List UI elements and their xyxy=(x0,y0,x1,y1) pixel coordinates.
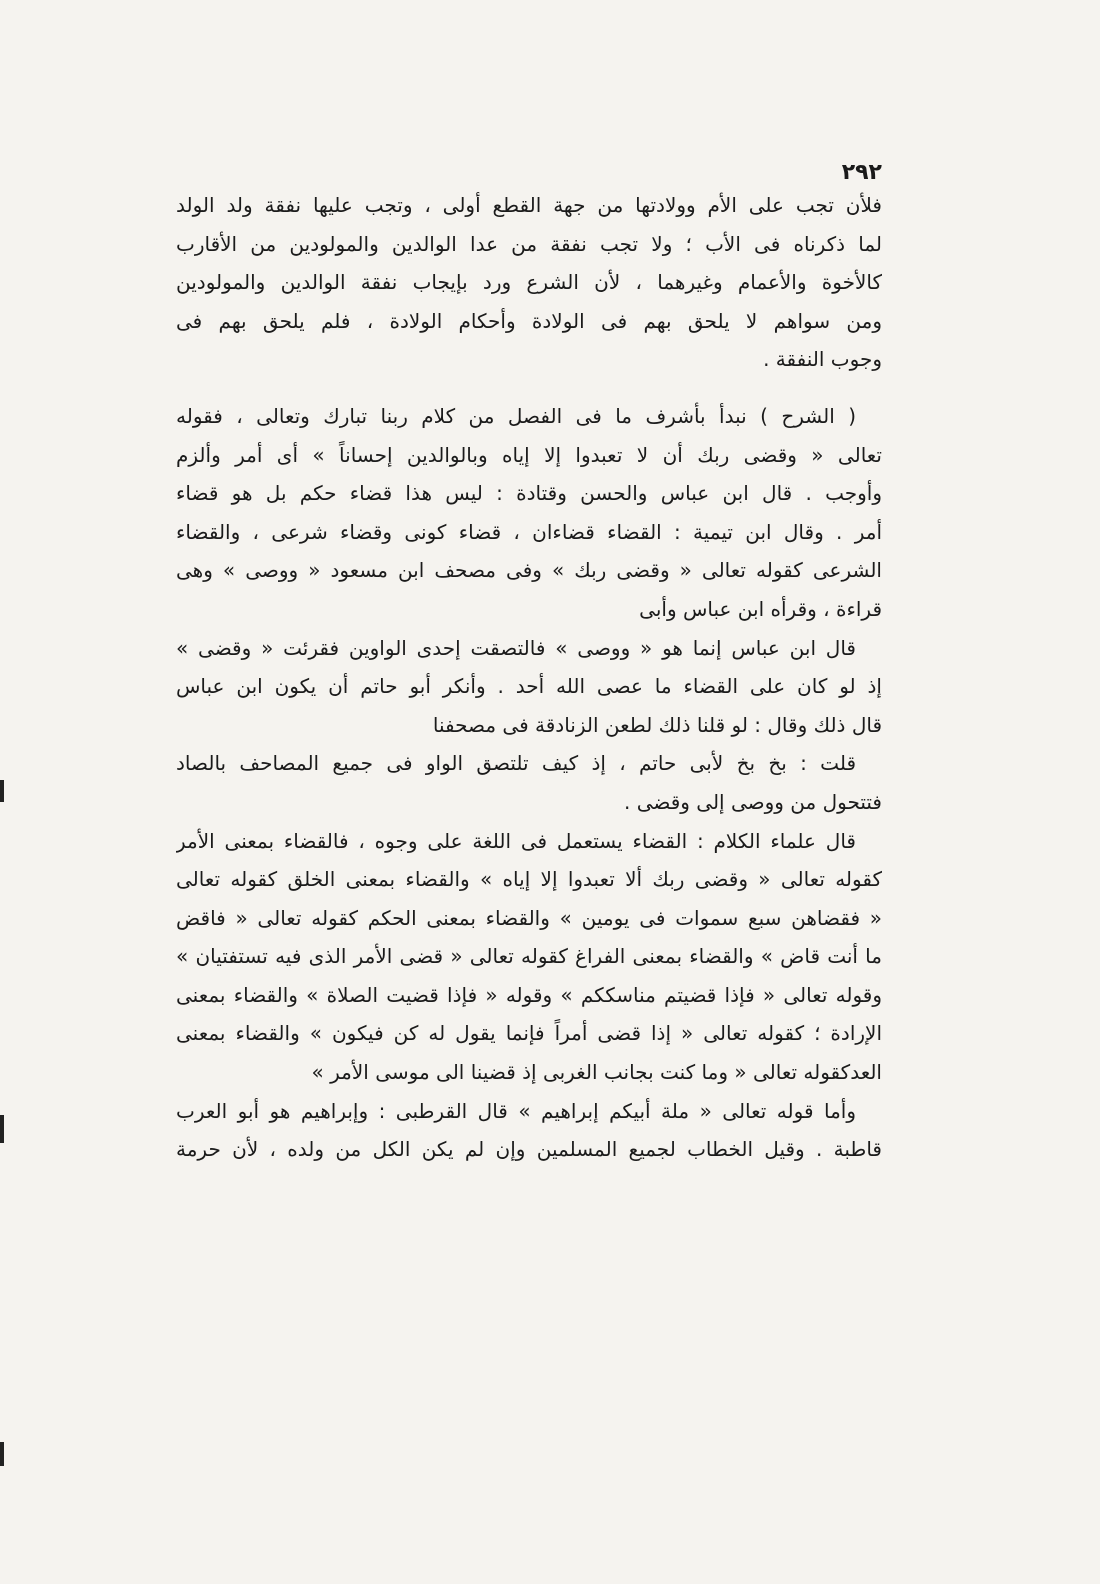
text-line: تعالى « وقضى ربك أن لا تعبدوا إلا إياه وبالوالدين إحساناً » أى أمر وألزم xyxy=(176,442,882,467)
text-line: قال ذلك وقال : لو قلنا ذلك لطعن الزنادقة فى مصحفنا xyxy=(432,712,882,737)
text-line: لما ذكرناه فى الأب ؛ ولا تجب نفقة من عدا الوالدين والمولودين من الأقارب xyxy=(176,231,882,256)
text-line: ما أنت قاض » والقضاء بمعنى الفراغ كقوله تعالى « قضى الأمر الذى فيه تستفتيان » xyxy=(176,944,882,969)
text-line: كالأخوة والأعمام وغيرهما ، لأن الشرع ورد بإيجاب نفقة الوالدين والمولودين xyxy=(176,270,882,295)
text-line: وأوجب . قال ابن عباس والحسن وقتادة : ليس هذا قضاء حكم بل هو قضاء xyxy=(176,481,882,506)
text-line: « فقضاهن سبع سموات فى يومين » والقضاء بمعنى الحكم كقوله تعالى « فاقض xyxy=(176,905,882,930)
text-line: قال ابن عباس إنما هو « ووصى » فالتصقت إحدى الواوين فقرئت « وقضى » xyxy=(176,635,856,660)
text-line: فلأن تجب على الأم وولادتها من جهة القطع أولى ، وتجب عليها نفقة ولد الولد xyxy=(176,193,882,217)
text-line: وأما قوله تعالى « ملة أبيكم إبراهيم » قال القرطبى : وإبراهيم هو أبو العرب xyxy=(176,1098,856,1123)
page-number: ٢٩٢ xyxy=(841,160,882,185)
text-line: الشرعى كقوله تعالى « وقضى ربك » وفى مصحف ابن مسعود « ووصى » وهى xyxy=(176,558,882,583)
text-line: ( الشرح ) نبدأ بأشرف ما فى الفصل من كلام ربنا تبارك وتعالى ، فقوله xyxy=(176,403,856,428)
scan-edge-mark xyxy=(0,1442,4,1466)
text-line: قراءة ، وقرأه ابن عباس وأبى xyxy=(639,596,882,621)
scan-edge-mark xyxy=(0,1115,4,1143)
text-line: قال علماء الكلام : القضاء يستعمل فى اللغة على وجوه ، فالقضاء بمعنى الأمر xyxy=(176,828,856,853)
text-line: العدكقوله تعالى « وما كنت بجانب الغربى إذ قضينا الى موسى الأمر » xyxy=(311,1060,882,1085)
body-text xyxy=(176,186,882,1169)
text-line: الإرادة ؛ كقوله تعالى « إذا قضى أمراً فإنما يقول له كن فيكون » والقضاء بمعنى xyxy=(176,1021,882,1046)
text-line: إذ لو كان على القضاء ما عصى الله أحد . وأنكر أبو حاتم أن يكون ابن عباس xyxy=(176,674,882,699)
text-line: فتتحول من ووصى إلى وقضى . xyxy=(623,789,882,814)
text-line: قاطبة . وقيل الخطاب لجميع المسلمين وإن لم يكن الكل من ولده ، لأن حرمة xyxy=(176,1137,882,1162)
text-line: وقوله تعالى « فإذا قضيتم مناسككم » وقوله « فإذا قضيت الصلاة » والقضاء بمعنى xyxy=(176,982,882,1007)
text-line: أمر . وقال ابن تيمية : القضاء قضاءان ، قضاء كونى وقضاء شرعى ، والقضاء xyxy=(176,519,882,544)
text-line: قلت : بخ بخ لأبى حاتم ، إذ كيف تلتصق الواو فى جميع المصاحف بالصاد xyxy=(176,751,856,776)
scan-edge-mark xyxy=(0,780,4,802)
text-line: وجوب النفقة . xyxy=(763,347,882,372)
text-line: ومن سواهم لا يلحق بهم فى الولادة وأحكام الولادة ، فلم يلحق بهم فى xyxy=(176,308,882,333)
text-line: كقوله تعالى « وقضى ربك ألا تعبدوا إلا إياه » والقضاء بمعنى الخلق كقوله تعالى xyxy=(176,867,882,892)
